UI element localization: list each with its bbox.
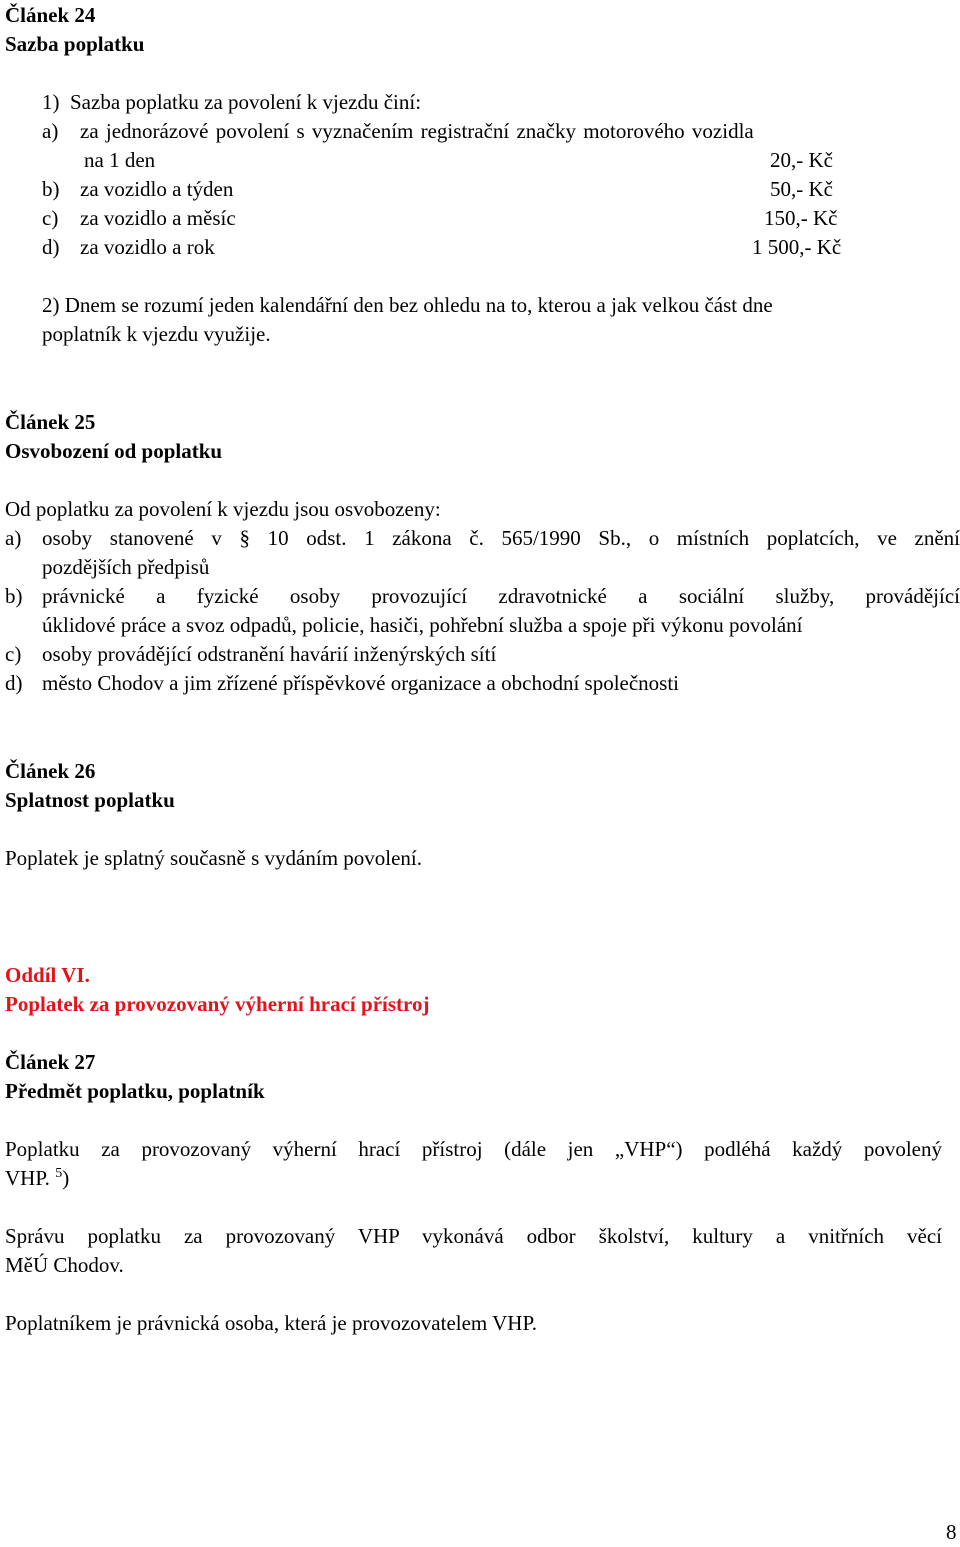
rate-item-c: [0, 204, 960, 233]
article-27-para3: Poplatníkem je právnická osoba, která je provozovatelem VHP.: [5, 1311, 538, 1335]
list-marker: a): [42, 119, 59, 143]
section-title: Poplatek za provozovaný výherní hrací přístroj: [5, 992, 430, 1016]
para-text: ): [62, 1166, 70, 1190]
list-marker: d): [5, 671, 23, 695]
article-24-note-line1: 2) Dnem se rozumí jeden kalendářní den bez ohledu na to, kterou a jak velkou část dne: [42, 293, 773, 317]
rate-item-text: za jednorázové povolení s vyznačením registrační značky motorového vozidla: [80, 119, 754, 143]
article-24-note-line2: poplatník k vjezdu využije.: [42, 322, 271, 346]
list-marker: c): [5, 642, 22, 666]
article-25-title: Osvobození od poplatku: [5, 439, 223, 463]
list-marker: b): [42, 177, 60, 201]
rate-item-b: [0, 175, 960, 204]
article-24-title: Sazba poplatku: [5, 32, 145, 56]
rate-item-text: za vozidlo a rok: [80, 235, 215, 259]
exemption-item-a-line2: pozdějších předpisů: [42, 555, 210, 579]
exemption-item-a-line1: osoby stanovené v § 10 odst. 1 zákona č. 565/1990 Sb., o místních poplatcích, ve znění: [42, 526, 960, 550]
footnote-reference: 5: [55, 1166, 63, 1181]
rate-item-text: za vozidlo a měsíc: [80, 206, 236, 230]
rate-amount: 50,- Kč: [770, 177, 833, 201]
rate-amount: 150,- Kč: [764, 206, 838, 230]
article-27-para1-line2: [5, 1164, 69, 1193]
rate-item-text: za vozidlo a týden: [80, 177, 234, 201]
article-26-title: Splatnost poplatku: [5, 788, 175, 812]
section-heading: Oddíl VI.: [5, 963, 90, 987]
list-marker: a): [5, 526, 22, 550]
article-27-title: Předmět poplatku, poplatník: [5, 1079, 265, 1103]
article-25-heading: Článek 25: [5, 410, 96, 434]
page-number: 8: [946, 1520, 957, 1544]
list-marker: c): [42, 206, 59, 230]
article-27-para1-line1: Poplatku za provozovaný výherní hrací přístroj (dále jen „VHP“) podléhá každý povolený: [5, 1137, 942, 1161]
article-26-heading: Článek 26: [5, 759, 96, 783]
rate-amount: 20,- Kč: [770, 148, 833, 172]
rate-item-text: na 1 den: [84, 148, 156, 172]
exemption-item-b-line2: úklidové práce a svoz odpadů, policie, hasiči, pohřební služba a spoje při výkonu povolání: [42, 613, 803, 637]
list-marker: d): [42, 235, 60, 259]
para-text: VHP.: [5, 1166, 50, 1190]
exemption-item-b-line1: právnické a fyzické osoby provozující zdravotnické a sociální služby, provádějící: [42, 584, 960, 608]
exemption-item-c: osoby provádějící odstranění havárií inženýrských sítí: [42, 642, 497, 666]
article-27-para2-line2: MěÚ Chodov.: [5, 1253, 124, 1277]
article-25-intro: Od poplatku za povolení k vjezdu jsou osvobozeny:: [5, 497, 441, 521]
article-27-heading: Článek 27: [5, 1050, 96, 1074]
rate-amount: 1 500,- Kč: [752, 235, 842, 259]
list-marker: b): [5, 584, 23, 608]
article-24-heading: Článek 24: [5, 3, 96, 27]
exemption-item-d: město Chodov a jim zřízené příspěvkové organizace a obchodní společnosti: [42, 671, 680, 695]
rate-item-d: [0, 233, 960, 262]
rate-item-a: [0, 117, 960, 146]
article-27-para2-line1: Správu poplatku za provozovaný VHP vykonává odbor školství, kultury a vnitřních věcí: [5, 1224, 942, 1248]
article-24-intro: 1) Sazba poplatku za povolení k vjezdu činí:: [42, 90, 422, 114]
article-26-text: Poplatek je splatný současně s vydáním povolení.: [5, 846, 423, 870]
rate-item-a-cont: [0, 146, 960, 175]
